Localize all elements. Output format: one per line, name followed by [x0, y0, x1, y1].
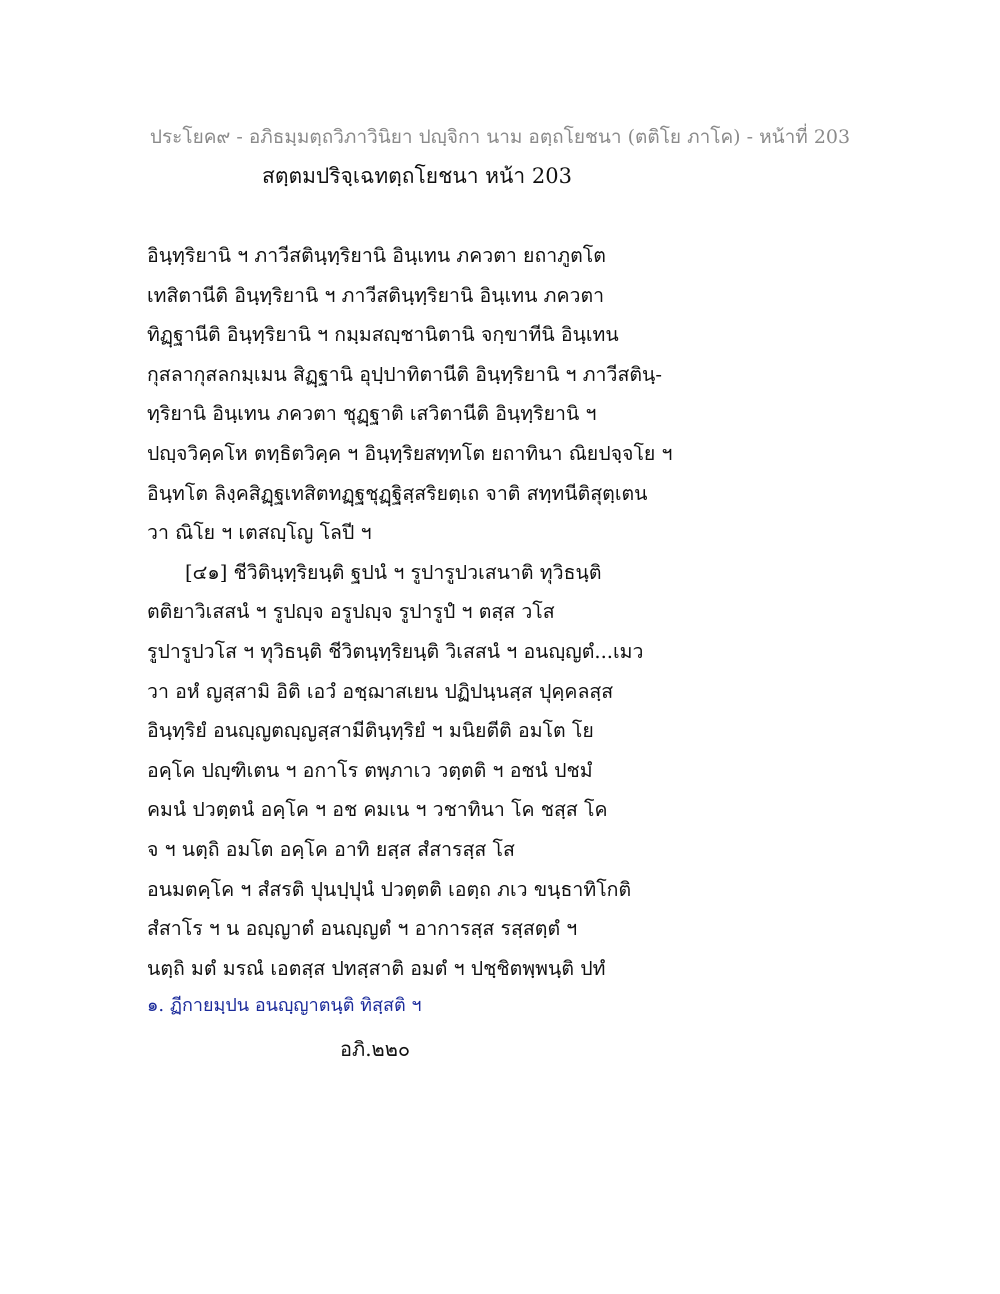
text-line-7: อินฺทโต ลิงฺคสิฏฺฐเทสิตทฏฺฐชุฏฺฐิสฺสริยตฺเถ จาติ สทฺทนีติสุตฺเตน	[147, 481, 648, 505]
text-line-10: ตติยาวิเสสนํ ฯ รูปญฺจ อรูปญฺจ รูปารูปํ ฯ ตสฺส วโส	[147, 600, 555, 624]
running-header: ประโยค๙ - อภิธมฺมตฺถวิภาวินิยา ปญฺจิกา นาม อตฺถโยชนา (ตติโย ภาโค) - หน้าที่ 203	[149, 126, 851, 148]
footnote: ๑. ฏีกายมฺปน อนญฺญาตนฺติ ทิสฺสติ ฯ	[147, 995, 422, 1016]
text-line-6: ปญฺจวิคฺคโห ตทฺธิตวิคฺค ฯ อินฺทฺริยสทฺทโต ยถาทินา ณิยปจฺจโย ฯ	[147, 441, 673, 465]
text-line-18: สํสาโร ฯ น อญฺญาตํ อนญฺญตํ ฯ อาการสฺส รสฺสตฺตํ ฯ	[147, 917, 578, 941]
text-line-13: อินฺทฺริยํ อนญฺญตญฺญสฺสามีตินฺทฺริยํ ฯ มนิยตีติ อมโต โย	[147, 719, 594, 743]
text-line-3: ทิฏฺฐานีติ อินฺทฺริยานิ ฯ กมฺมสญฺชานิตานิ จกฺขาทีนิ อินฺเทน	[147, 323, 619, 347]
text-line-5: ทฺริยานิ อินฺเทน ภควตา ชุฏฺฐาติ เสวิตานีติ อินฺทฺริยานิ ฯ	[147, 402, 597, 426]
text-line-19: นตฺถิ มตํ มรณํ เอตสฺส ปทสฺสาติ อมตํ ฯ ปชฺชิตพฺพนฺติ ปทํ	[147, 956, 606, 980]
text-line-2: เทสิตานีติ อินฺทฺริยานิ ฯ ภาวีสตินฺทฺริยานิ อินฺเทน ภควตา	[147, 283, 605, 307]
text-line-1: อินฺทฺริยานิ ฯ ภาวีสตินฺทฺริยานิ อินฺเทน ภควตา ยถาภูตโต	[147, 244, 606, 267]
text-line-15: คมนํ ปวตฺตนํ อคฺโค ฯ อช คมเน ฯ วชาทินา โค ชสฺส โค	[147, 798, 608, 822]
text-line-14: อคฺโค ปญฺฑิเตน ฯ อกาโร ตพฺภาเว วตฺตติ ฯ อชนํ ปชมํ	[147, 758, 593, 782]
page-reference: อภิ.๒๒๐	[340, 1037, 411, 1061]
body-text	[147, 236, 707, 988]
text-line-8: วา ณิโย ฯ เตสญฺโญ โลปี ฯ	[147, 521, 372, 545]
text-line-11: รูปารูปวโส ฯ ทุวิธนฺติ ชีวิตนฺทฺริยนฺติ วิเสสนํ ฯ อนญฺญตํ...เมว	[147, 639, 644, 663]
page-heading: สตฺตมปริจฺเฉทตฺถโยชนา หน้า 203	[262, 164, 572, 188]
text-line-9: [๔๑] ชีวิตินฺทฺริยนฺติ ฐปนํ ฯ รูปารูปวเสนาติ ทุวิธนฺติ	[185, 560, 602, 584]
text-line-16: จ ฯ นตฺถิ อมโต อคฺโค อาทิ ยสฺส สํสารสฺส โส	[147, 837, 515, 861]
text-line-4: กุสลากุสลกมฺเมน สิฏฺฐานิ อุปฺปาทิตานีติ อินฺทฺริยานิ ฯ ภาวีสตินฺ-	[147, 362, 662, 386]
text-line-12: วา อหํ ญสฺสามิ อิติ เอวํ อชฺฌาสเยน ปฏิปนฺนสฺส ปุคฺคลสฺส	[147, 679, 614, 703]
text-line-17: อนมตคฺโค ฯ สํสรติ ปุนปฺปุนํ ปวตฺตติ เอตฺถ ภเว ขนฺธาทิโกติ	[147, 877, 632, 901]
